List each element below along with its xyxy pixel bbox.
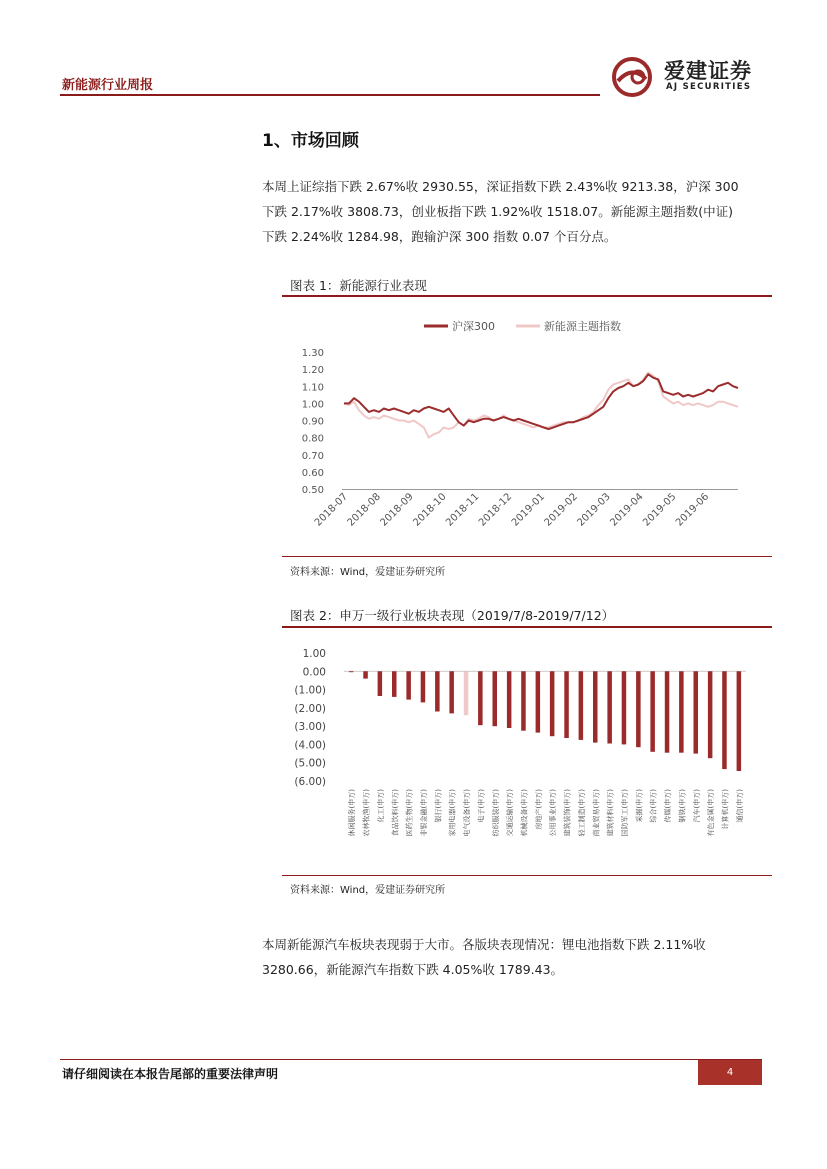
y-tick-label: 0.00 — [302, 666, 326, 679]
bar — [737, 671, 742, 771]
intro-line: 下跌 2.17%收 3808.73，创业板指下跌 1.92%收 1518.07。新能源主题指数(中证) — [262, 204, 733, 219]
footer-disclaimer: 请仔细阅读在本报告尾部的重要法律声明 — [62, 1067, 279, 1081]
header-rule — [60, 94, 600, 96]
y-tick-label: (3.00) — [294, 721, 326, 734]
category-label: 传媒(申万) — [664, 789, 673, 823]
brand-logo-icon — [610, 55, 658, 97]
category-label: 化工(申万) — [376, 789, 385, 823]
figure2-source: 资料来源：Wind，爱建证券研究所 — [290, 885, 446, 896]
bar — [650, 671, 655, 752]
intro-line: 本周上证综指下跌 2.67%收 2930.55，深证指数下跌 2.43%收 9213.38，沪深 300 — [262, 179, 739, 194]
bar — [378, 671, 383, 696]
bar — [622, 671, 627, 744]
bar — [694, 671, 699, 753]
category-label: 通信(申万) — [735, 789, 744, 823]
category-label: 农林牧渔(申万) — [362, 789, 371, 837]
chart1-series — [344, 373, 738, 438]
category-label: 公用事业(申万) — [549, 789, 558, 837]
category-label: 国防军工(申万) — [620, 789, 629, 837]
chart2-axes — [294, 648, 746, 788]
y-tick-label: 1.00 — [301, 399, 324, 411]
bar — [636, 671, 641, 747]
brand-logo — [610, 55, 770, 97]
category-label: 房地产(申万) — [534, 789, 543, 830]
x-tick-label: 2018-12 — [476, 491, 515, 529]
y-tick-label: (4.00) — [294, 739, 326, 752]
category-label: 银行(申万) — [434, 789, 443, 823]
bar — [392, 671, 397, 697]
intro-line: 下跌 2.24%收 1284.98，跑输沪深 300 指数 0.07 个百分点。 — [262, 229, 617, 244]
figure2-title: 图表 2：申万一级行业板块表现（2019/7/8-2019/7/12） — [290, 608, 615, 623]
bar — [349, 671, 354, 672]
bar — [607, 671, 612, 743]
bar — [478, 671, 483, 725]
bar — [593, 671, 598, 742]
y-tick-label: 1.20 — [301, 365, 324, 377]
category-label: 建筑装饰(申万) — [563, 789, 572, 837]
x-tick-label: 2019-06 — [673, 491, 712, 529]
y-tick-label: (1.00) — [294, 684, 326, 697]
footer-rule — [60, 1059, 762, 1060]
x-tick-label: 2019-04 — [608, 491, 646, 529]
category-label: 采掘(申万) — [635, 789, 644, 823]
y-tick-label: 0.70 — [301, 450, 324, 462]
figure2-top-rule — [282, 626, 772, 628]
y-tick-label: 1.30 — [301, 348, 324, 359]
report-name: 新能源行业周报 — [62, 78, 154, 93]
figure1-source: 资料来源：Wind，爱建证券研究所 — [290, 567, 446, 578]
category-label: 商业贸易(申万) — [592, 789, 601, 837]
brand-name-cn: 爱建证券 — [664, 59, 752, 83]
intro-paragraph — [262, 174, 782, 249]
y-tick-label: 0.90 — [301, 416, 324, 428]
brand-name-en: AJ SECURITIES — [666, 82, 752, 92]
category-label: 建筑材料(申万) — [606, 789, 615, 837]
chart1-legend — [424, 319, 621, 333]
series-line-nev — [344, 373, 738, 438]
y-tick-label: (5.00) — [294, 757, 326, 770]
category-label: 家用电器(申万) — [448, 789, 457, 837]
category-label: 医药生物(申万) — [405, 789, 414, 837]
chart2-category-labels — [347, 789, 744, 837]
bar — [507, 671, 512, 728]
bar — [449, 671, 454, 713]
category-label: 纺织服装(申万) — [491, 789, 500, 837]
category-label: 汽车(申万) — [692, 789, 701, 823]
bar — [536, 671, 541, 732]
bar — [564, 671, 569, 738]
figure1-line-chart — [282, 300, 772, 555]
x-tick-label: 2019-01 — [509, 491, 548, 529]
closing-line: 3280.66，新能源汽车指数下跌 4.05%收 1789.43。 — [262, 962, 564, 977]
category-label: 有色金属(申万) — [707, 789, 716, 837]
bar — [363, 671, 368, 678]
y-tick-label: 0.50 — [301, 485, 324, 496]
x-tick-label: 2018-11 — [444, 491, 482, 529]
category-label: 机械设备(申万) — [520, 789, 529, 837]
bar — [722, 671, 727, 769]
y-tick-label: 0.80 — [301, 433, 324, 445]
category-label: 电气设备(申万) — [463, 789, 472, 837]
bar — [550, 671, 555, 736]
x-tick-label: 2018-09 — [378, 491, 416, 529]
category-label: 电子(申万) — [477, 789, 486, 823]
chart2-bars — [349, 671, 741, 771]
closing-line: 本周新能源汽车板块表现弱于大市。各版块表现情况：锂电池指数下跌 2.11%收 — [262, 937, 706, 952]
bar — [464, 671, 469, 715]
chart1-axes — [302, 348, 738, 529]
category-label: 轻工制造(申万) — [577, 789, 586, 837]
bar — [493, 671, 498, 726]
y-tick-label: (6.00) — [294, 776, 326, 788]
category-label: 交通运输(申万) — [506, 789, 515, 837]
y-tick-label: 1.00 — [302, 648, 326, 660]
category-label: 综合(申万) — [649, 789, 658, 823]
bar — [435, 671, 440, 711]
bar — [708, 671, 713, 758]
x-tick-label: 2019-05 — [641, 491, 679, 529]
bar — [679, 671, 684, 752]
y-tick-label: 1.10 — [301, 382, 324, 394]
x-tick-label: 2018-08 — [345, 491, 383, 529]
bar — [579, 671, 584, 740]
x-tick-label: 2019-03 — [575, 491, 613, 529]
bar — [521, 671, 526, 730]
bar — [406, 671, 411, 699]
legend-label: 新能源主题指数 — [544, 320, 621, 333]
figure1-top-rule — [282, 295, 772, 297]
figure2-bottom-rule — [282, 875, 772, 876]
bar — [421, 671, 426, 702]
x-tick-label: 2019-02 — [542, 491, 580, 529]
category-label: 休闲服务(申万) — [348, 789, 357, 837]
figure2-bar-chart — [282, 632, 772, 872]
y-tick-label: 0.60 — [301, 467, 324, 479]
category-label: 钢铁(申万) — [678, 789, 687, 823]
x-tick-label: 2018-10 — [411, 491, 449, 529]
page-number: 4 — [698, 1060, 762, 1085]
bar — [665, 671, 670, 752]
category-label: 食品饮料(申万) — [391, 789, 400, 837]
closing-paragraph — [262, 932, 782, 982]
figure1-title: 图表 1：新能源行业表现 — [290, 278, 427, 293]
category-label: 非银金融(申万) — [419, 789, 428, 837]
y-tick-label: (2.00) — [294, 702, 326, 715]
category-label: 计算机(申万) — [721, 789, 730, 830]
legend-label: 沪深300 — [452, 320, 495, 333]
section-heading: 1、市场回顾 — [262, 131, 359, 151]
figure1-bottom-rule — [282, 556, 772, 557]
x-tick-label: 2018-07 — [312, 491, 351, 529]
